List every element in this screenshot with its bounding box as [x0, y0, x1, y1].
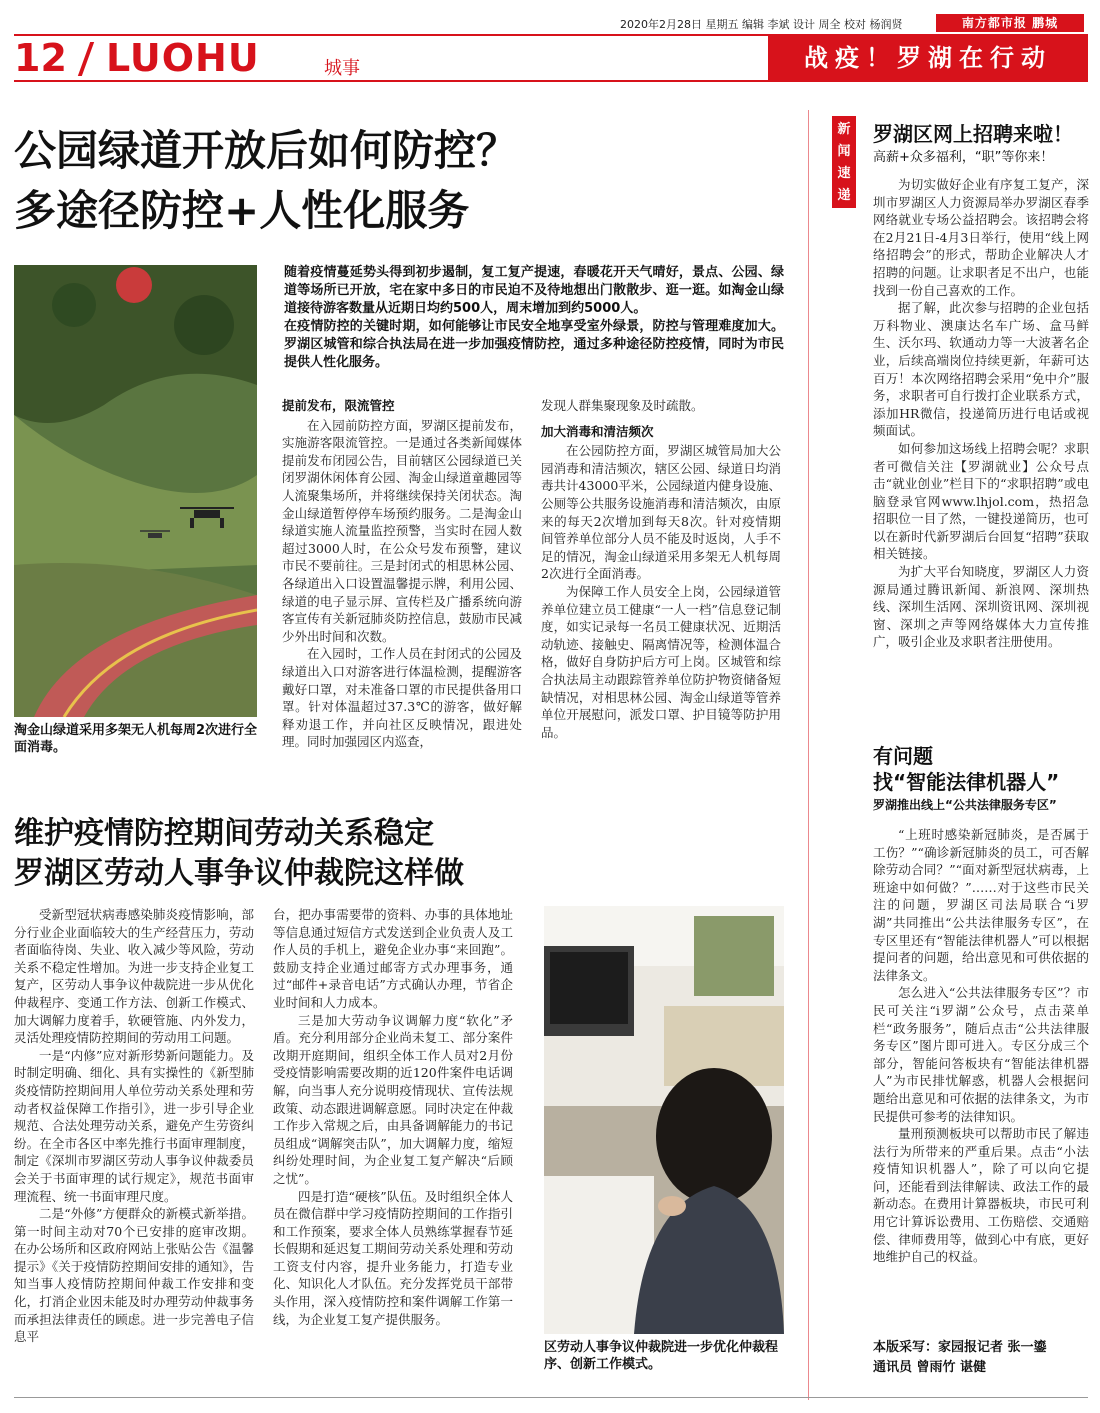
brief2-p1: “上班时感染新冠肺炎，是否属于工伤？”“确诊新冠肺炎的员工，可否解除劳动合同？”“面对新型冠状病毒，上班途中如何做？”……对于这些市民关注的问题，罗湖区司法局联合“i罗湖”共同推出“公共法律服务专区”，在专区里还有“智能法律机器人”可以根据提问者的问题，给出意见和可供依据的法律条文。: [873, 827, 1089, 983]
brief1-subtitle: 高薪+众多福利，“职”等你来！: [873, 150, 1054, 165]
story2-headline-line2: 罗湖区劳动人事争议仲裁院这样做: [14, 856, 464, 891]
story1-column1: [282, 397, 522, 751]
page-bottom-rule: [14, 1397, 1088, 1398]
story1-body-p3: 在公园防控方面，罗湖区城管局加大公园消毒和清洁频次，辖区公园、绿道日均消毒共计43000平米，公园绿道内健身设施、公厕等公共服务设施消毒和清洁频次，由原来的每天2次增加到每天8次。针对疫情期间管养单位部分人员不能及时返岗，人手不足的情况，淘金山绿道采用多架无人机每周2次进行全面消毒。: [541, 443, 781, 582]
story1-headline-line2: 多途径防控+人性化服务: [14, 186, 470, 235]
story2-body-p5: 四是打造“硬核”队伍。及时组织全体人员在微信群中学习疫情防控期间的工作指引和工作预案，要求全体人员熟练掌握春节延长假期和延迟复工期间劳动关系处理和劳动工资支付内容，提升业务能力，打造专业化、知识化人才队伍。充分发挥党员干部带头作用，深入疫情防控和案件调解工作第一线，为企业复工复产提供服务。: [273, 1188, 513, 1327]
news-brief-char: 闻: [837, 144, 851, 159]
brief1-p3: 如何参加这场线上招聘会呢？求职者可微信关注【罗湖就业】公众号点击“就业创业”栏目下的“求职招聘”或电脑登录官网www.lhjol.com，热招急招职位一目了然，一键投递简历，也可以在新时代新罗湖后台回复“招聘”获取相关链接。: [873, 440, 1089, 562]
page-byline: [873, 1338, 1089, 1378]
story1-photo-caption: 淘金山绿道采用多架无人机每周2次进行全面消毒。: [14, 723, 258, 755]
greenway-drone-photo: [14, 265, 257, 717]
news-brief-char: 新: [837, 122, 851, 137]
brief2-p2: 怎么进入“公共法律服务专区”？市民可关注“i罗湖”公众号，点击菜单栏“政务服务”，随后点击“公共法律服务专区”图片即可进入。专区分成三个部分，智能问答板块有“智能法律机器人”为市民排忧解惑，机器人会根据问题给出意见和可依据的法律条文，为市民提供可参考的法律知识。: [873, 985, 1089, 1124]
masthead-topline: [620, 14, 1090, 32]
story2-column2: [273, 906, 513, 1328]
brief2-title-line2: 找“智能法律机器人”: [873, 770, 1060, 794]
news-brief-char: 速: [837, 166, 851, 181]
brief2-title-line1: 有问题: [873, 744, 933, 768]
story1-body-p2: 在入园时，工作人员在封闭式的公园及绿道出入口对游客进行体温检测，提醒游客戴好口罩，对未准备口罩的市民提供备用口罩。针对体温超过37.3℃的游客，做好解释劝退工作，并向社区反映情况，跟进处理。同时加强园区内巡查，: [282, 646, 522, 750]
section-name: LUOHU: [106, 36, 260, 80]
story1-body-p1: 在入园前防控方面，罗湖区提前发布，实施游客限流管控。一是通过各类新闻媒体提前发布闭园公告，目前辖区公园绿道已关闭罗湖休闲体育公园、淘金山绿道童趣园等人流聚集场所，并将继续保持关闭状态。淘金山绿道暂停停车场预约服务。二是淘金山绿道实施人流量监控预警，当实时在园人数超过3000人时，在公众号发布预警，建议市民不要前往。三是封闭式的相思林公园、各绿道出入口设置温馨提示牌，利用公园、绿道的电子显示屏、宣传栏及广播系统向游客宣传有关新冠肺炎防控信息，鼓励市民减少外出时间和次数。: [282, 417, 522, 644]
story2-body-p2: 一是“内修”应对新形势新问题能力。及时制定明确、细化、具有实操性的《新型肺炎疫情防控期间用人单位劳动关系处理和劳动者权益保障工作指引》，进一步引导企业规范、合法处理劳动关系，避免产生劳资纠纷。在全市各区中率先推行书面审理制度，制定《深圳市罗湖区劳动人事争议仲裁委员会关于书面审理的试行规定》，规范书面审理流程、统一书面审理尺度。: [14, 1047, 254, 1204]
news-brief-char: 递: [837, 188, 851, 203]
news-brief-label: [832, 116, 856, 208]
story2-photo-caption: 区劳动人事争议仲裁院进一步优化仲裁程序、创新工作模式。: [544, 1340, 779, 1372]
section-category: 城事: [324, 58, 360, 79]
story2-body-p3-cont: 台，把办事需要带的资料、办事的具体地址等信息通过短信方式发送到企业负责人及工作人员的手机上，避免企业办事“来回跑”。鼓励支持企业通过邮寄方式办理事务，通过“邮件+录音电话”方式确认办理，节省企业时间和人力成本。: [273, 907, 513, 1010]
story2-column1: [14, 906, 254, 1346]
story1-subhead2: 加大消毒和清洁频次: [541, 423, 654, 439]
story2-body-p4: 三是加大劳动争议调解力度“软化”矛盾。充分利用部分企业尚未复工、部分案件改期开庭期间，组织全体工作人员对2月份受疫情影响需要改期的近120件案件电话调解，向当事人充分说明疫情现状、宣传法规政策、动态跟进调解意愿。同时决定在仲裁工作步入常规之后，由具备调解能力的书记员组成“调解突击队”，加大调解力度，缩短纠纷处理时间，为企业复工复产解决“后顾之忧”。: [273, 1012, 513, 1186]
brief2-body: [873, 826, 1089, 1266]
story1-headline-line1: 公园绿道开放后如何防控？: [14, 126, 519, 175]
header-slash: [78, 42, 94, 76]
page-number: 12: [14, 36, 67, 80]
section-header: [14, 34, 1088, 80]
brief1-p4: 为扩大平台知晓度，罗湖区人力资源局通过腾讯新闻、新浪网、深圳热线、深圳生活网、深圳资讯网、深圳视窗、深圳之声等网络媒体大力宣传推广，吸引企业及求职者注册使用。: [873, 564, 1089, 650]
arbitration-office-photo: [544, 906, 784, 1334]
brief1-p1: 为切实做好企业有序复工复产，深圳市罗湖区人力资源局举办罗湖区春季网络就业专场公益招聘会。该招聘会将在2月21日-4月3日举行，使用“线上网络招聘会”的形式，帮助企业解决人才招聘的问题。让求职者足不出户，也能找到一份自己喜欢的工作。: [873, 177, 1089, 298]
brief1-body: [873, 176, 1089, 651]
story1-column2: [541, 397, 781, 741]
brief1-title: 罗湖区网上招聘来啦！: [873, 122, 1073, 146]
header-rule: [14, 80, 1088, 82]
campaign-slogan: 战疫！罗湖在行动: [768, 36, 1088, 80]
brief1-p2: 据了解，此次参与招聘的企业包括万科物业、澳康达名车广场、盒马鲜生、沃尔玛、软通动力等一大波著名企业，后续高端岗位持续更新，年薪可达百万！本次网络招聘会采用“免中介”服务，求职者可自行拨打企业联系方式，添加HR微信，投递简历进行电话或视频面试。: [873, 300, 1089, 439]
story2-body-p1: 受新型冠状病毒感染肺炎疫情影响，部分行业企业面临较大的生产经营压力，劳动者面临待岗、失业、收入减少等风险，劳动关系不稳定性增加。为进一步支持企业复工复产，区劳动人事争议仲裁院进一步从优化仲裁程序、变通工作方法、创新工作模式、加大调解力度着手，软硬管施、内外发力，灵活处理疫情防控期间的劳动用工问题。: [14, 907, 254, 1046]
byline-reporter: 本版采写：家园报记者 张一鎏: [873, 1340, 1047, 1355]
story1-lede-p2: 在疫情防控的关键时期，如何能够让市民安全地享受室外绿景，防控与管理难度加大。罗湖区城管和综合执法局在进一步加强疫情防控，通过多种途径防控疫情，同时为市民提供人性化服务。: [284, 319, 784, 370]
brand-logo: 南方都市报 鹏城: [936, 14, 1084, 32]
story2-body-p3: 二是“外修”方便群众的新模式新举措。第一时间主动对70个已安排的庭审改期。在办公场所和区政府网站上张贴公告《温馨提示》《关于疫情防控期间安排的通知》，告知当事人疫情防控期间仲裁工作安排和变化，打消企业因未能及时办理劳动仲裁事务而承担法律责任的顾虑。进一步完善电子信息平: [14, 1206, 254, 1345]
story1-body-p2-cont: 发现人群集聚现象及时疏散。: [541, 398, 704, 413]
story1-lede-p1: 随着疫情蔓延势头得到初步遏制，复工复产提速，春暖花开天气晴好，景点、公园、绿道等场所已开放，宅在家中多日的市民迫不及待地想出门散散步、逛一逛。如淘金山绿道接待游客数量从近期日均约500人，周末增加到约5000人。: [284, 265, 784, 316]
brief2-p3: 量刑预测板块可以帮助市民了解违法行为所带来的严重后果。点击“小法疫情知识机器人”，除了可以向它提问，还能看到法律解读、政法工作的最新动态。在费用计算器板块，市民可利用它计算诉讼费用、工伤赔偿、交通赔偿、律师费用等，做到心中有底，更好地维护自己的权益。: [873, 1126, 1089, 1265]
story1-lede: [284, 264, 784, 372]
sidebar-divider: [808, 110, 809, 1400]
story1-subhead1: 提前发布，限流管控: [282, 398, 395, 413]
byline-correspondents: 通讯员 曾雨竹 谌健: [873, 1360, 987, 1375]
brief2-subtitle: 罗湖推出线上“公共法律服务专区”: [873, 798, 1057, 812]
story2-headline-line1: 维护疫情防控期间劳动关系稳定: [14, 816, 434, 851]
story1-body-p4: 为保障工作人员安全上岗，公园绿道管养单位建立员工健康“一人一档”信息登记制度，如实记录每一名员工健康状况、近期活动轨迹、接触史、隔离情况等，检测体温合格，做好自身防护后方可上岗。区城管和综合执法局主动跟踪管养单位防护物资储备短缺情况，对相思林公园、淘金山绿道等管养单位开展慰问，派发口罩、护目镜等防护用品。: [541, 583, 781, 740]
issue-meta: 2020年2月28日 星期五 编辑 李斌 设计 周全 校对 杨润贤: [620, 18, 903, 31]
